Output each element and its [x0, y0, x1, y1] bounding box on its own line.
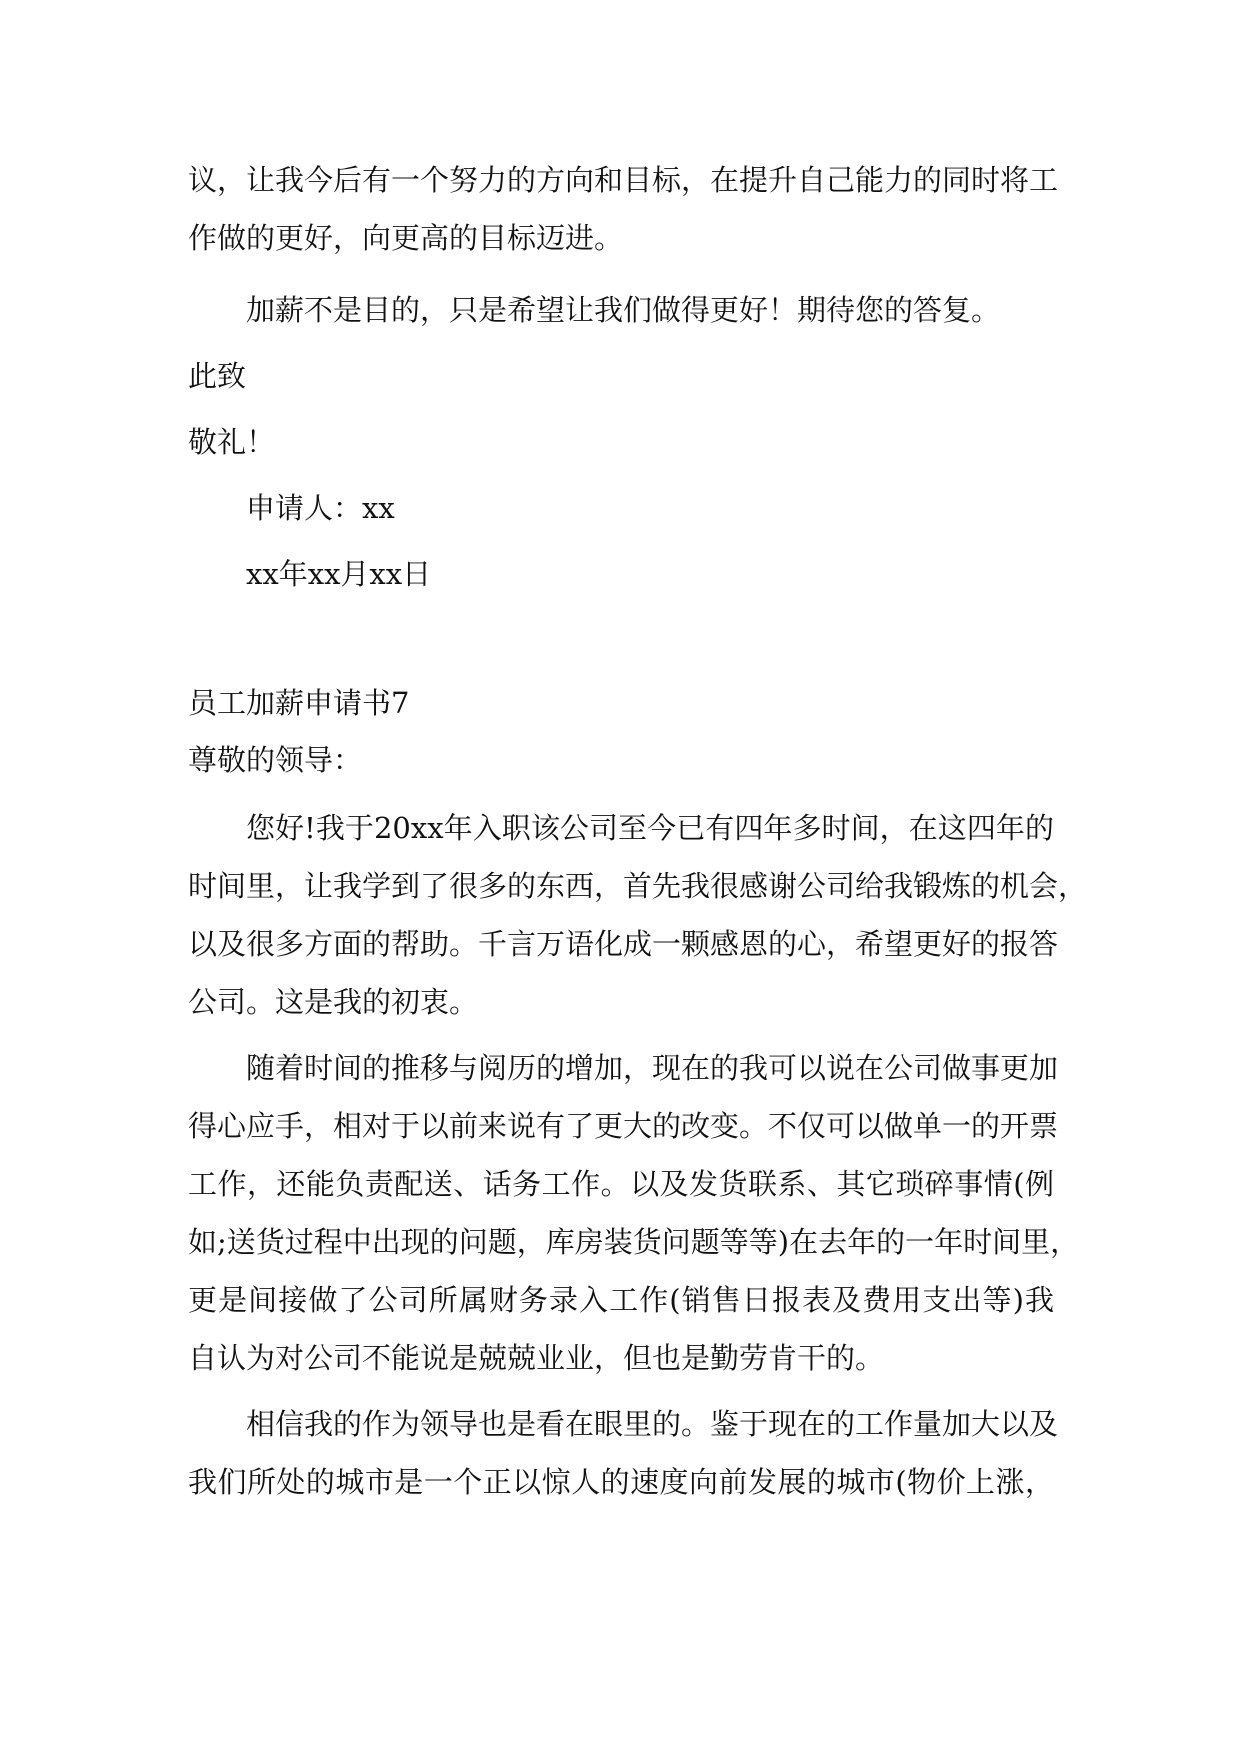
paragraph-line: 自认为对公司不能说是兢兢业业，但也是勤劳肯干的。: [188, 1341, 885, 1375]
paragraph-line: 相信我的作为领导也是看在眼里的。鉴于现在的工作量加大以及: [246, 1407, 1059, 1441]
closing-line: 敬礼！: [188, 425, 276, 459]
paragraph-line: 时间里，让我学到了很多的东西，首先我很感谢公司给我锻炼的机会，: [188, 869, 1088, 903]
paragraph-line: 您好!我于20xx年入职该公司至今已有四年多时间，在这四年的: [246, 811, 1054, 845]
paragraph-line: 议，让我今后有一个努力的方向和目标，在提升自己能力的同时将工: [188, 163, 1059, 197]
section-title: 员工加薪申请书7: [188, 686, 410, 720]
paragraph-line: 更是间接做了公司所属财务录入工作(销售日报表及费用支出等)我: [188, 1283, 1054, 1317]
paragraph-line: 工作，还能负责配送、话务工作。以及发货联系、其它琐碎事情(例: [188, 1167, 1054, 1201]
salutation: 尊敬的领导：: [188, 743, 363, 777]
paragraph-line: 公司。这是我的初衷。: [188, 985, 479, 1019]
paragraph-line: 作做的更好，向更高的目标迈进。: [188, 221, 624, 255]
paragraph-line: 加薪不是目的，只是希望让我们做得更好！期待您的答复。: [246, 293, 1001, 327]
closing-line: 此致: [188, 359, 247, 393]
paragraph-line: 随着时间的推移与阅历的增加，现在的我可以说在公司做事更加: [246, 1051, 1059, 1085]
date-line: xx年xx月xx日: [246, 557, 432, 591]
applicant-line: 申请人：xx: [246, 491, 395, 525]
paragraph-line: 如;送货过程中出现的问题，库房装货问题等等)在去年的一年时间里，: [188, 1225, 1080, 1259]
paragraph-line: 我们所处的城市是一个正以惊人的速度向前发展的城市(物价上涨，: [188, 1465, 1054, 1499]
paragraph-line: 以及很多方面的帮助。千言万语化成一颗感恩的心，希望更好的报答: [188, 927, 1059, 961]
paragraph-line: 得心应手，相对于以前来说有了更大的改变。不仅可以做单一的开票: [188, 1109, 1059, 1143]
